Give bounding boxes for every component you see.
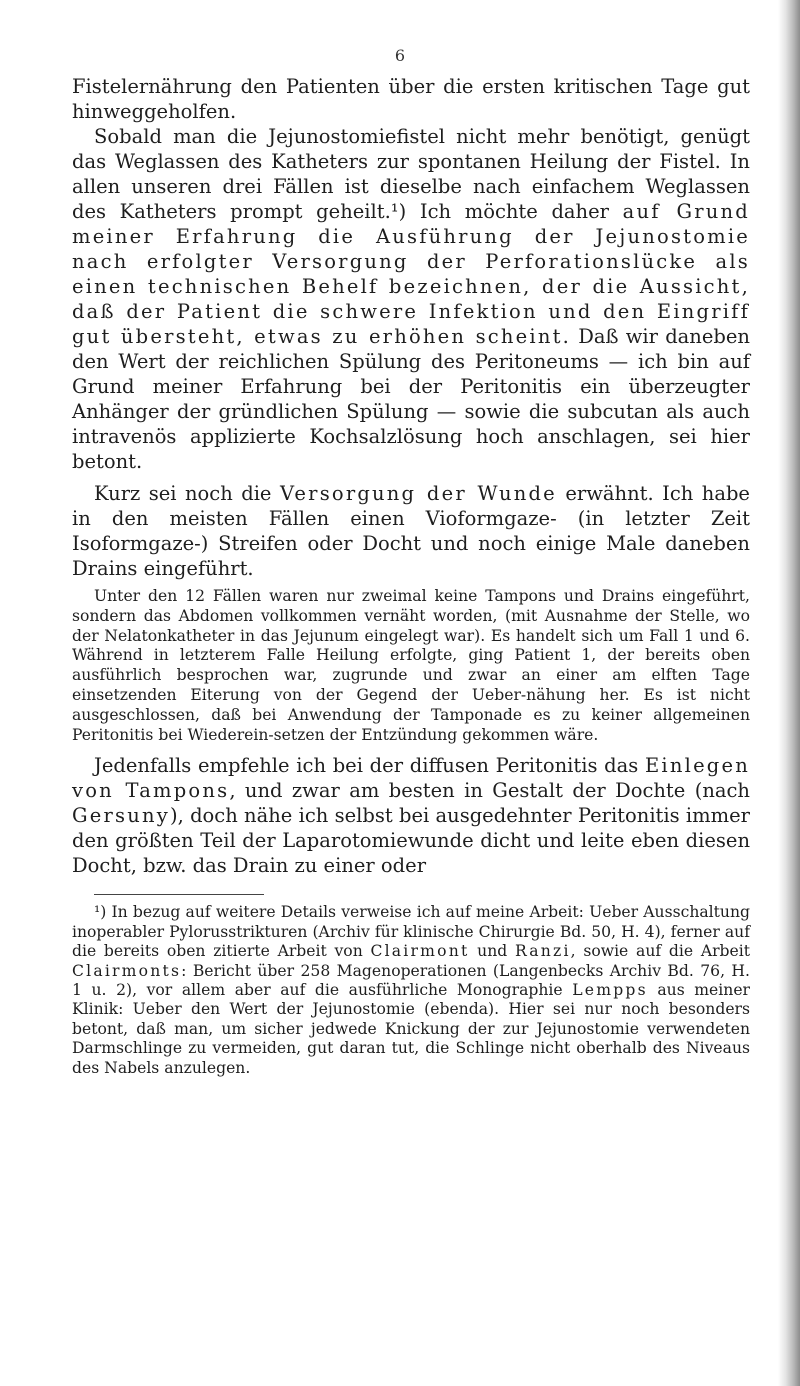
author-name: Clairmonts	[72, 961, 182, 980]
footnote-divider	[94, 894, 264, 895]
page-edge-shadow	[778, 0, 800, 1386]
text-run: erwähnt. Ich habe in den meisten Fällen einen Vioformgaze- (in letzter Zeit Isoformgaze-) Streifen oder Docht und noch einige Male daneben Drains eingeführt.	[72, 482, 750, 580]
text-run: Jedenfalls empfehle ich bei der diffusen Peritonitis das	[94, 754, 645, 778]
author-name: Clairmont	[370, 942, 470, 961]
text-run: und	[469, 942, 515, 961]
page-number: 6	[394, 46, 406, 65]
paragraph-continuation: Fistelernährung den Patienten über die ersten kritischen Tage gut hinweggeholfen.	[72, 75, 750, 123]
paragraph-jejunostomy-fistula	[72, 124, 750, 474]
author-name: Gersuny	[72, 804, 170, 828]
text-run: Kurz sei noch die	[94, 482, 280, 505]
paragraph-wound-care	[72, 481, 750, 581]
paragraph-tampon-recommendation	[72, 753, 750, 878]
text-run: , und zwar am besten in Gestalt der Dochte (nach	[229, 779, 750, 803]
footnote	[72, 903, 750, 1078]
text-run: , sowie auf die Arbeit	[570, 942, 750, 961]
text-run: aus meiner Klinik: Ueber den Wert der Jejunostomie (ebenda). Hier sei nur noch besonders betont, daß man, um sicher jedwede Knickung der zur Jejunostomie verwendeten Darmschlinge zu vermeiden, gut daran tut, die Schlinge nicht oberhalb des Niveaus des Nabels anzulegen.	[72, 981, 750, 1077]
author-name: Ranzi	[514, 942, 571, 961]
paragraph-small-print-cases: Unter den 12 Fällen waren nur zweimal keine Tampons und Drains eingeführt, sondern das Abdomen vollkommen vernäht worden, (mit Ausnahme der Stelle, wo der Nelatonkatheter in das Jejunum eingelegt war). Es handelt sich um Fall 1 und 6. Während in letzterem Falle Heilung erfolgte, ging Patient 1, der bereits oben ausführlich besprochen war, zugrunde und zwar an einer am elften Tage einsetzenden Eiterung von der Gegend der Ueber-nähung her. Es ist nicht ausgeschlossen, daß bei Anwendung der Tamponade es zu keiner allgemeinen Peritonitis bei Wiederein-setzen der Entzündung gekommen wäre.	[72, 587, 750, 744]
spaced-emphasis: auf Grund meiner Erfahrung die Ausführung der Jejunostomie nach erfolgter Versorgung der Perforationslücke als einen technischen Behelf bezeichnen, der die Aussicht, daß der Patient die schwere Infektion und den Eingriff gut übersteht, etwas zu erhöhen scheint.	[72, 200, 750, 348]
text-run: Sobald man die Jejunostomiefistel nicht mehr benötigt, genügt das Weglassen des Katheters zur spontanen Heilung der Fistel. In allen unseren drei Fällen ist dieselbe nach einfachem Weglassen des Katheters prompt geheilt.¹) Ich möchte daher	[72, 125, 750, 223]
text-run: ), doch nähe ich selbst bei ausgedehnter Peritonitis immer den größten Teil der Laparotomiewunde dicht und leite eben diesen Docht, bzw. das Drain zu einer oder	[72, 804, 750, 878]
spaced-emphasis: Versorgung der Wunde	[279, 482, 557, 505]
author-name: Lempps	[572, 981, 648, 999]
text-run: Daß wir daneben den Wert der reichlichen Spülung des Peritoneums — ich bin auf Grund meiner Erfahrung bei der Peritonitis ein überzeugter Anhänger der gründlichen Spülung — sowie die subcutan als auch intravenös applizierte Kochsalzlösung hoch anschlagen, sei hier betont.	[72, 325, 750, 473]
text-column	[72, 74, 750, 1078]
text-run: ¹) In bezug auf weitere Details verweise ich auf meine Arbeit: Ueber Ausschaltung inoperabler Pylorusstrikturen (Archiv für klinische Chirurgie Bd. 50, H. 4), ferner auf die bereits oben zitierte Arbeit von	[72, 903, 750, 961]
spaced-emphasis: Einlegen von Tampons	[72, 754, 750, 803]
text-run: : Bericht über 258 Magenoperationen (Langenbecks Archiv Bd. 76, H. 1 u. 2), vor allem aber auf die ausführliche Monographie	[72, 961, 750, 999]
